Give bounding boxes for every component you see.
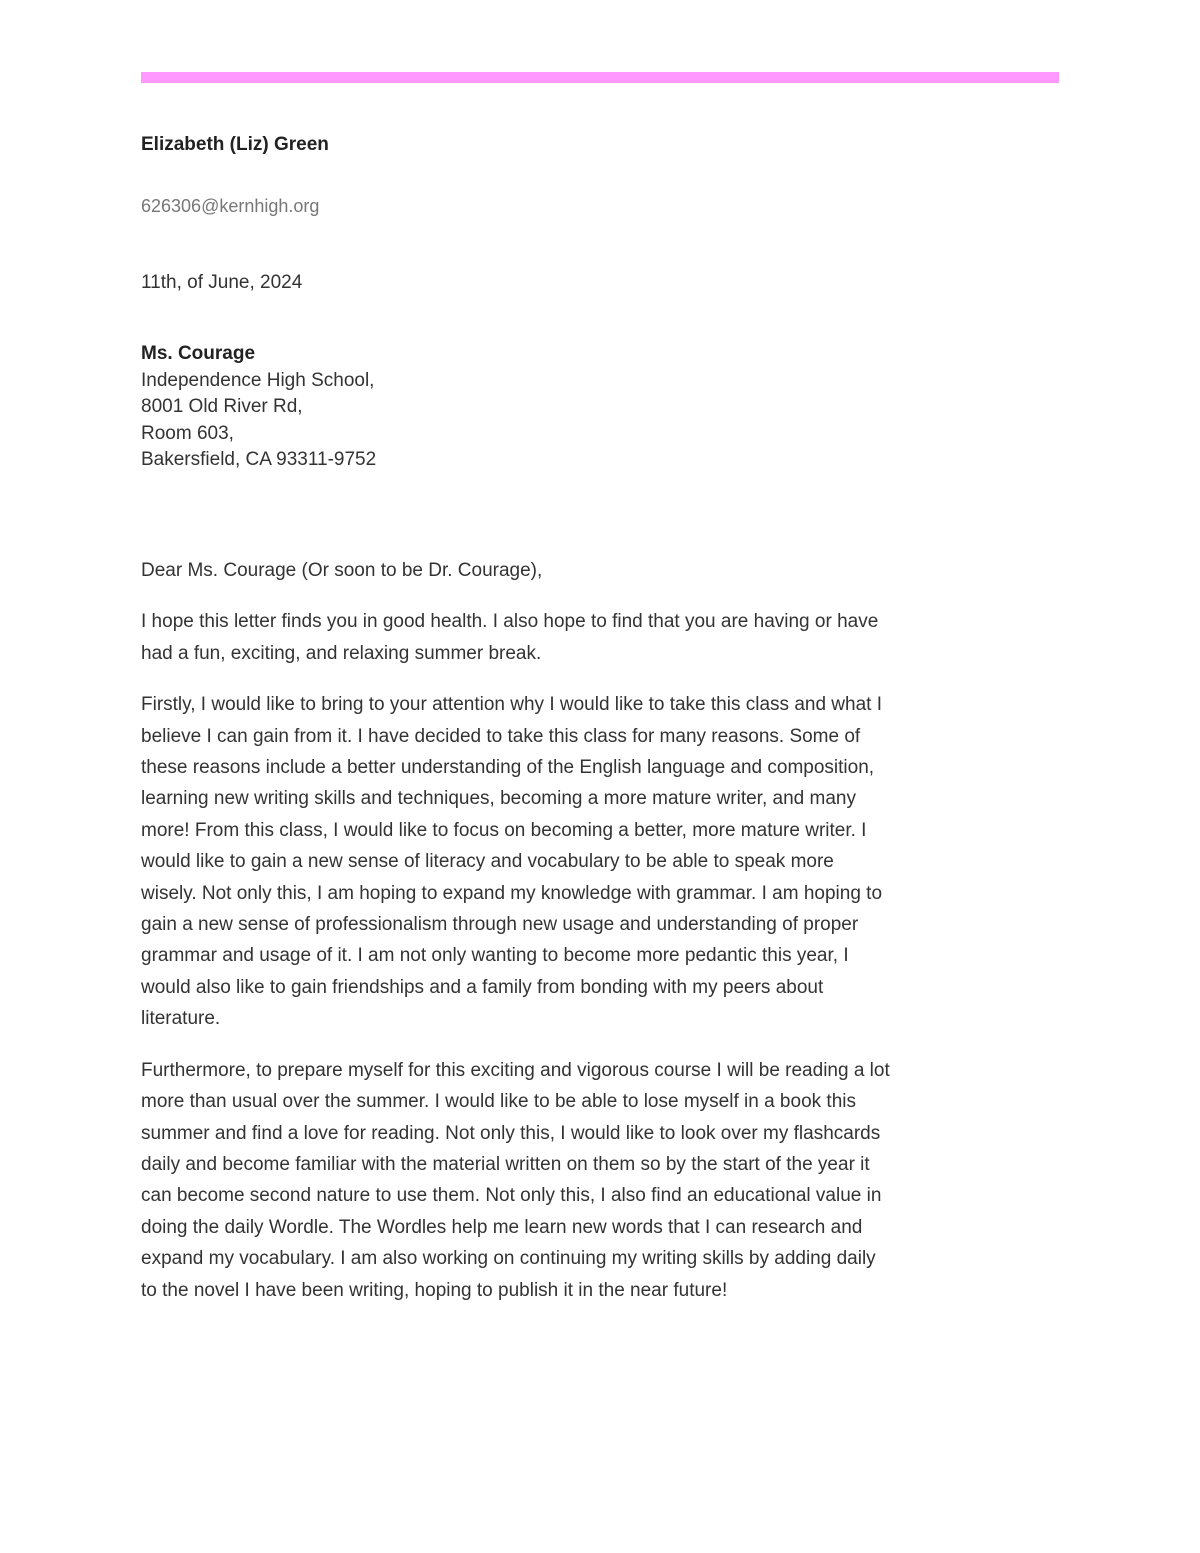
recipient-name: Ms. Courage [141, 343, 256, 364]
header-accent-bar [141, 72, 1059, 83]
body-paragraph: I hope this letter finds you in good health. I also hope to find that you are having or have had a fun, exciting, and relaxing summer break. [141, 611, 879, 664]
recipient-address-line: Room 603, [141, 422, 234, 444]
salutation: Dear Ms. Courage (Or soon to be Dr. Courage), [141, 560, 543, 581]
body-paragraph: Firstly, I would like to bring to your attention why I would like to take this class and what I believe I can gain from it. I have decided to take this class for many reasons. Some of these reasons include a better understanding of the English language and composition, learning new writing skills and techniques, becoming a more mature writer, and many more! From this class, I would like to focus on becoming a better, more mature writer. I would like to gain a new sense of literacy and vocabulary to be able to speak more wisely. Not only this, I am hoping to expand my knowledge with grammar. I am hoping to gain a new sense of professionalism through new usage and understanding of proper grammar and usage of it. I am not only wanting to become more pedantic this year, I would also like to gain friendships and a family from bonding with my peers about literature. [141, 694, 883, 1030]
sender-name: Elizabeth (Liz) Green [141, 134, 329, 155]
letter-date: 11th, of June, 2024 [141, 272, 303, 293]
recipient-block [141, 341, 376, 474]
letter-body [141, 555, 891, 1326]
recipient-address-line: Bakersfield, CA 93311-9752 [141, 449, 377, 470]
sender-email: 626306@kernhigh.org [141, 196, 320, 216]
recipient-address-line: Independence High School, [141, 369, 375, 391]
body-paragraph: Furthermore, to prepare myself for this exciting and vigorous course I will be reading a lot more than usual over the summer. I would like to be able to lose myself in a book this summer and find a love for reading. Not only this, I would like to look over my flashcards daily and become familiar with the material written on them so by the start of the year it can become second nature to use them. Not only this, I also find an educational value in doing the daily Wordle. The Wordles help me learn new words that I can research and expand my vocabulary. I am also working on continuing my writing skills by adding daily to the novel I have been writing, hoping to publish it in the near future! [141, 1059, 890, 1301]
recipient-address-line: 8001 Old River Rd, [141, 396, 303, 417]
